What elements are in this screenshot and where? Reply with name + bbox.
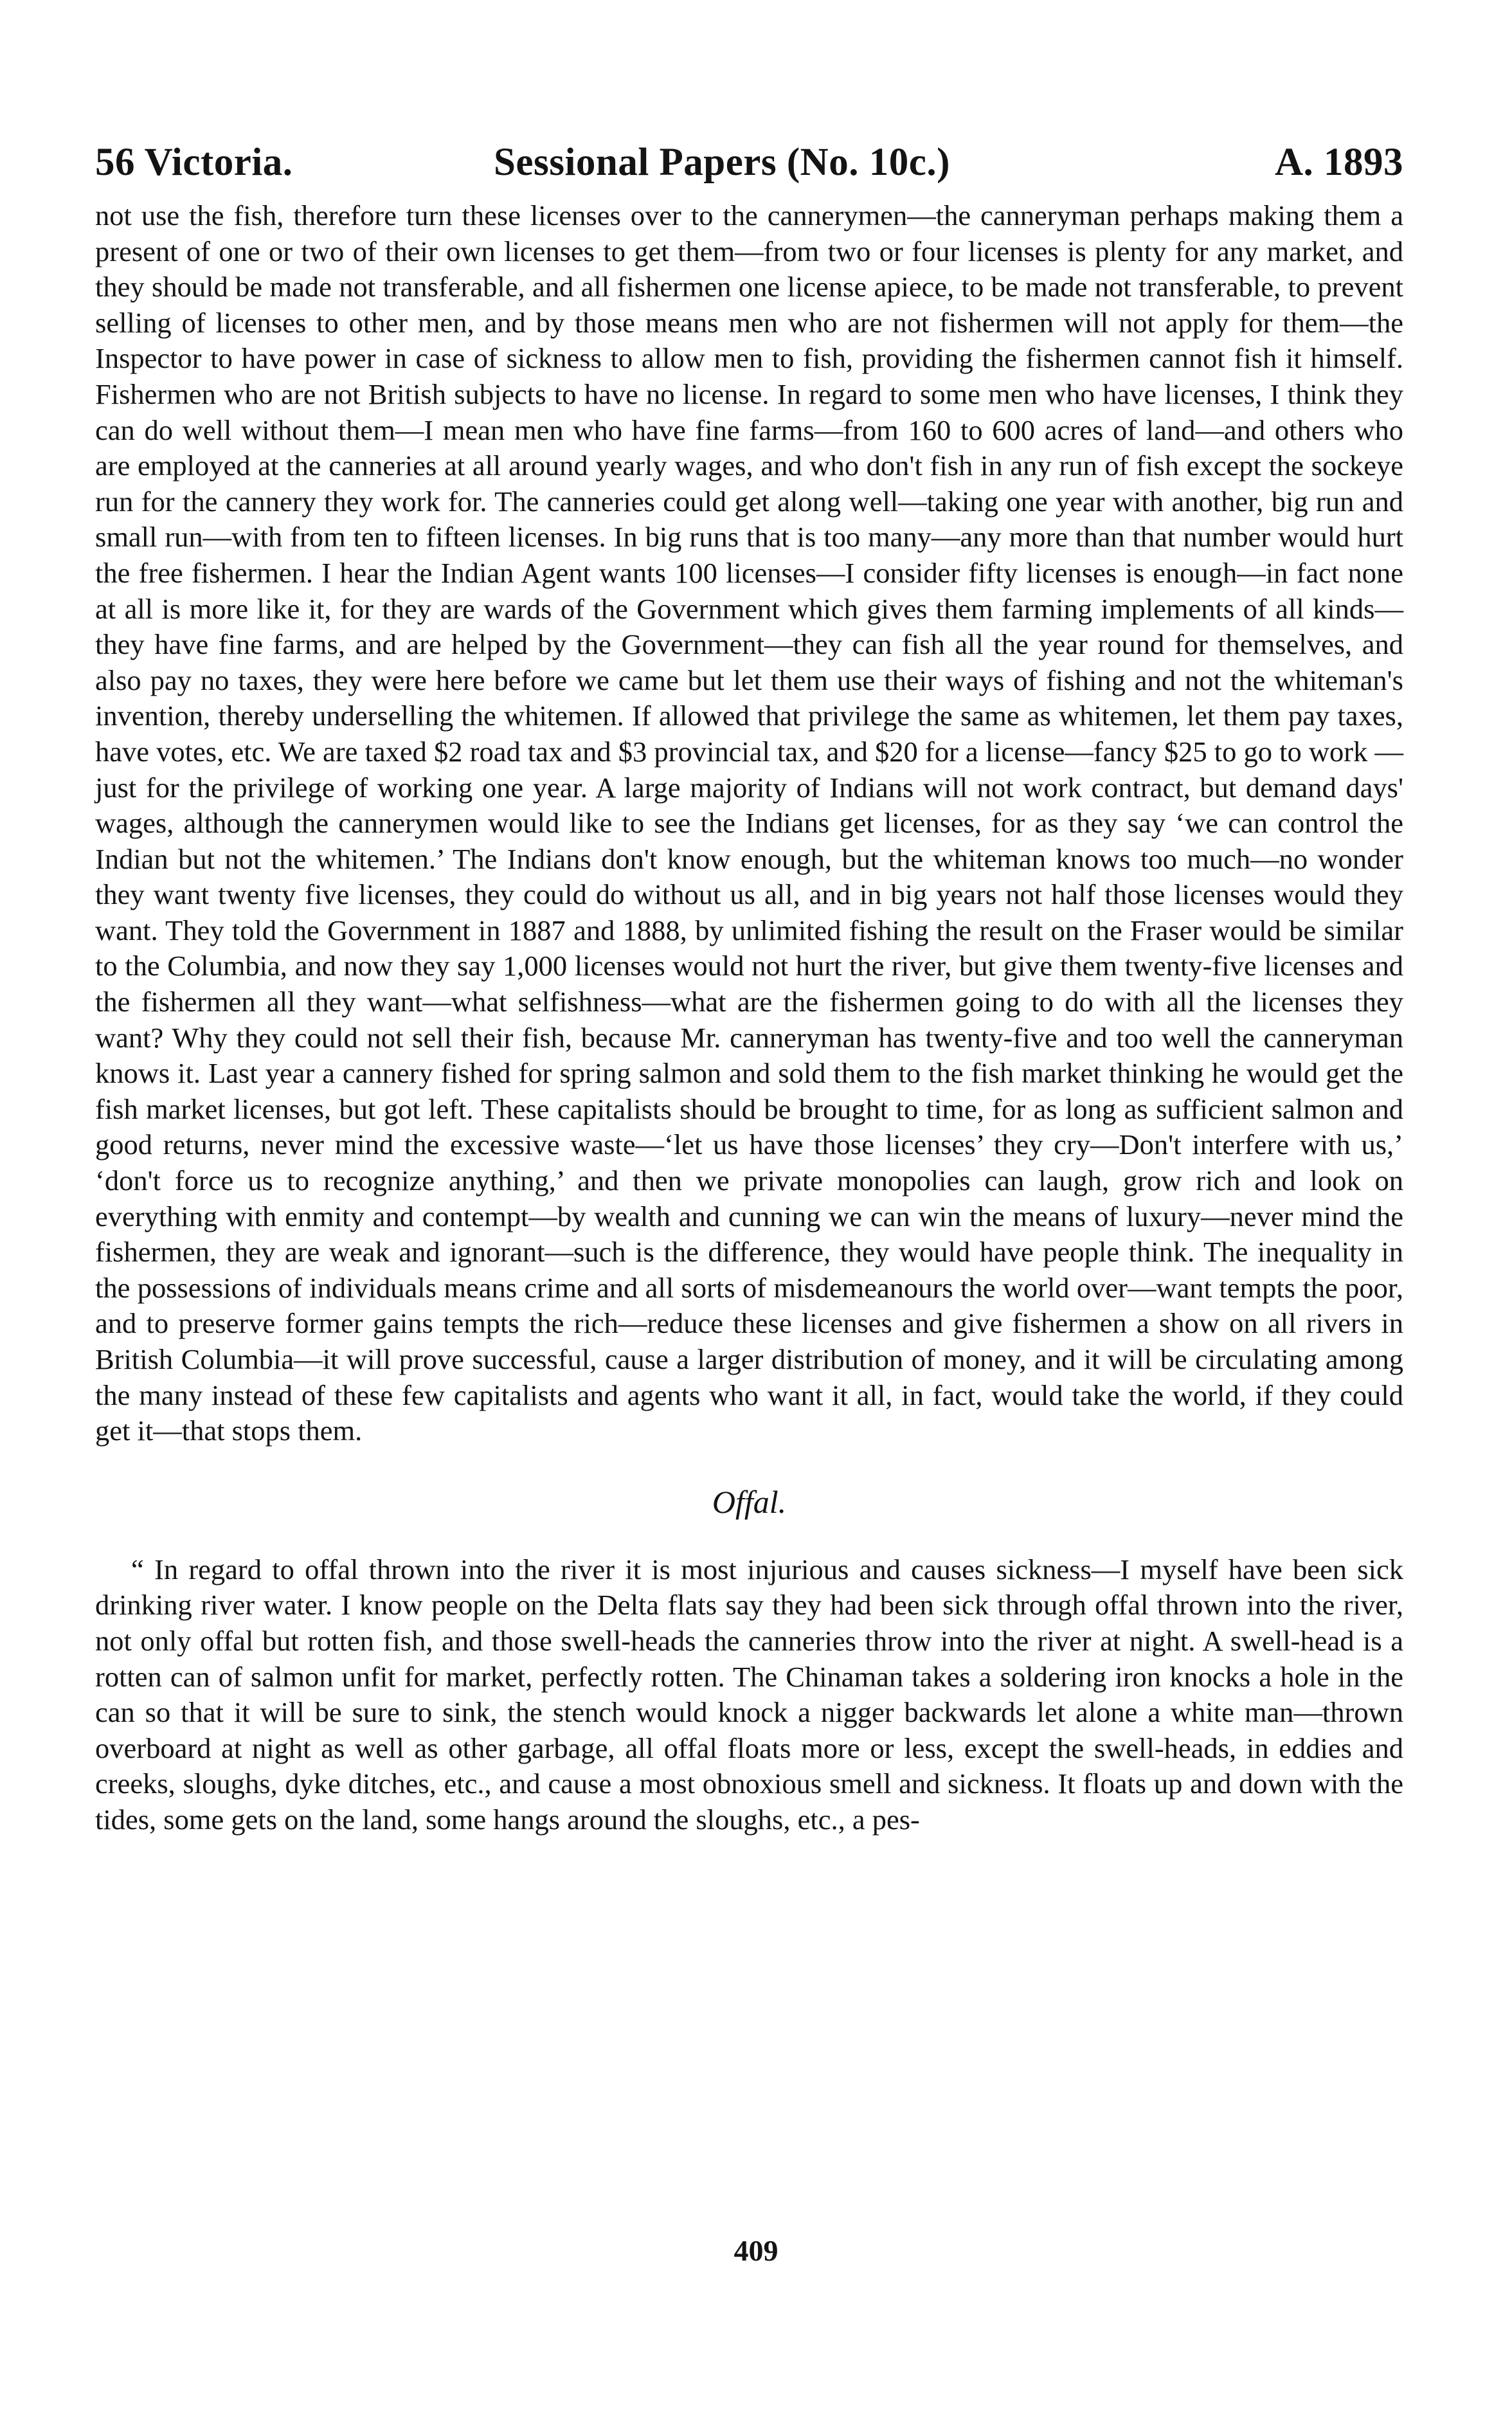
body-text: [95, 198, 1403, 1838]
paragraph-continued: not use the fish, therefore turn these licenses over to the cannerymen—the canneryman perhaps making them a present of one or two of their own licenses to get them—from two or four licenses is plenty for any market, and they should be made not transferable, and all fishermen one license apiece, to be made not transferable, to prevent selling of licenses to other men, and by those means men who are not fishermen will not apply for them—the Inspector to have power in case of sickness to allow men to fish, providing the fishermen cannot fish it himself. Fishermen who are not British subjects to have no license. In regard to some men who have licenses, I think they can do well without them—I mean men who have fine farms—from 160 to 600 acres of land—and others who are employed at the canneries at all around yearly wages, and who don't fish in any run of fish except the sockeye run for the cannery they work for. The canneries could get along well—taking one year with another, big run and small run—with from ten to fifteen licenses. In big runs that is too many—any more than that number would hurt the free fishermen. I hear the Indian Agent wants 100 licenses—I consider fifty licenses is enough—in fact none at all is more like it, for they are wards of the Government which gives them farming implements of all kinds—they have fine farms, and are helped by the Government—they can fish all the year round for themselves, and also pay no taxes, they were here before we came but let them use their ways of fishing and not the whiteman's invention, thereby underselling the whitemen. If allowed that privilege the same as whitemen, let them pay taxes, have votes, etc. We are taxed $2 road tax and $3 provincial tax, and $20 for a license—fancy $25 to go to work — just for the privilege of working one year. A large majority of Indians will not work contract, but demand days' wages, although the cannerymen would like to see the Indians get licenses, for as they say ‘we can control the Indian but not the whitemen.’ The Indians don't know enough, but the whiteman knows too much—no wonder they want twenty five licenses, they could do without us all, and in big years not half those licenses would they want. They told the Government in 1887 and 1888, by unlimited fishing the result on the Fraser would be similar to the Columbia, and now they say 1,000 licenses would not hurt the river, but give them twenty-five licenses and the fishermen all they want—what selfishness—what are the fishermen going to do with all the licenses they want? Why they could not sell their fish, because Mr. canneryman has twenty-five and too well the canneryman knows it. Last year a cannery fished for spring salmon and sold them to the fish market thinking he would get the fish market licenses, but got left. These capitalists should be brought to time, for as long as sufficient salmon and good returns, never mind the excessive waste—‘let us have those licenses’ they cry—Don't interfere with us,’ ‘don't force us to recognize anything,’ and then we private monopolies can laugh, grow rich and look on everything with enmity and contempt—by wealth and cunning we can win the means of luxury—never mind the fishermen, they are weak and ignorant—such is the difference, they would have people think. The inequality in the possessions of individuals means crime and all sorts of misdemeanours the world over—want tempts the poor, and to preserve former gains tempts the rich—reduce these licenses and give fishermen a show on all rivers in British Columbia—it will prove successful, cause a larger distribution of money, and it will be circulating among the many instead of these few capitalists and agents who want it all, in fact, would take the world, if they could get it—that stops them.: [95, 199, 1403, 1447]
header-volume: 56 Victoria.: [95, 141, 293, 184]
page-number: 409: [734, 2234, 779, 2267]
document-page: [95, 140, 1403, 1838]
header-year: A. 1893: [1274, 141, 1403, 184]
section-title-offal: Offal.: [712, 1483, 787, 1520]
header-series-title: Sessional Papers (No. 10c.): [494, 141, 950, 184]
running-head: [95, 140, 1403, 192]
paragraph-offal: “ In regard to offal thrown into the river it is most injurious and causes sickness—I myself have been sick drinking river water. I know people on the Delta flats say they had been sick through offal thrown into the river, not only offal but rotten fish, and those swell-heads the canneries throw into the river at night. A swell-head is a rotten can of salmon unfit for market, perfectly rotten. The Chinaman takes a soldering iron knocks a hole in the can so that it will be sure to sink, the stench would knock a nigger backwards let alone a white man—thrown overboard at night as well as other garbage, all offal floats more or less, except the swell-heads, in eddies and creeks, sloughs, dyke ditches, etc., and cause a most obnoxious smell and sickness. It floats up and down with the tides, some gets on the land, some hangs around the sloughs, etc., a pes-: [95, 1553, 1403, 1836]
